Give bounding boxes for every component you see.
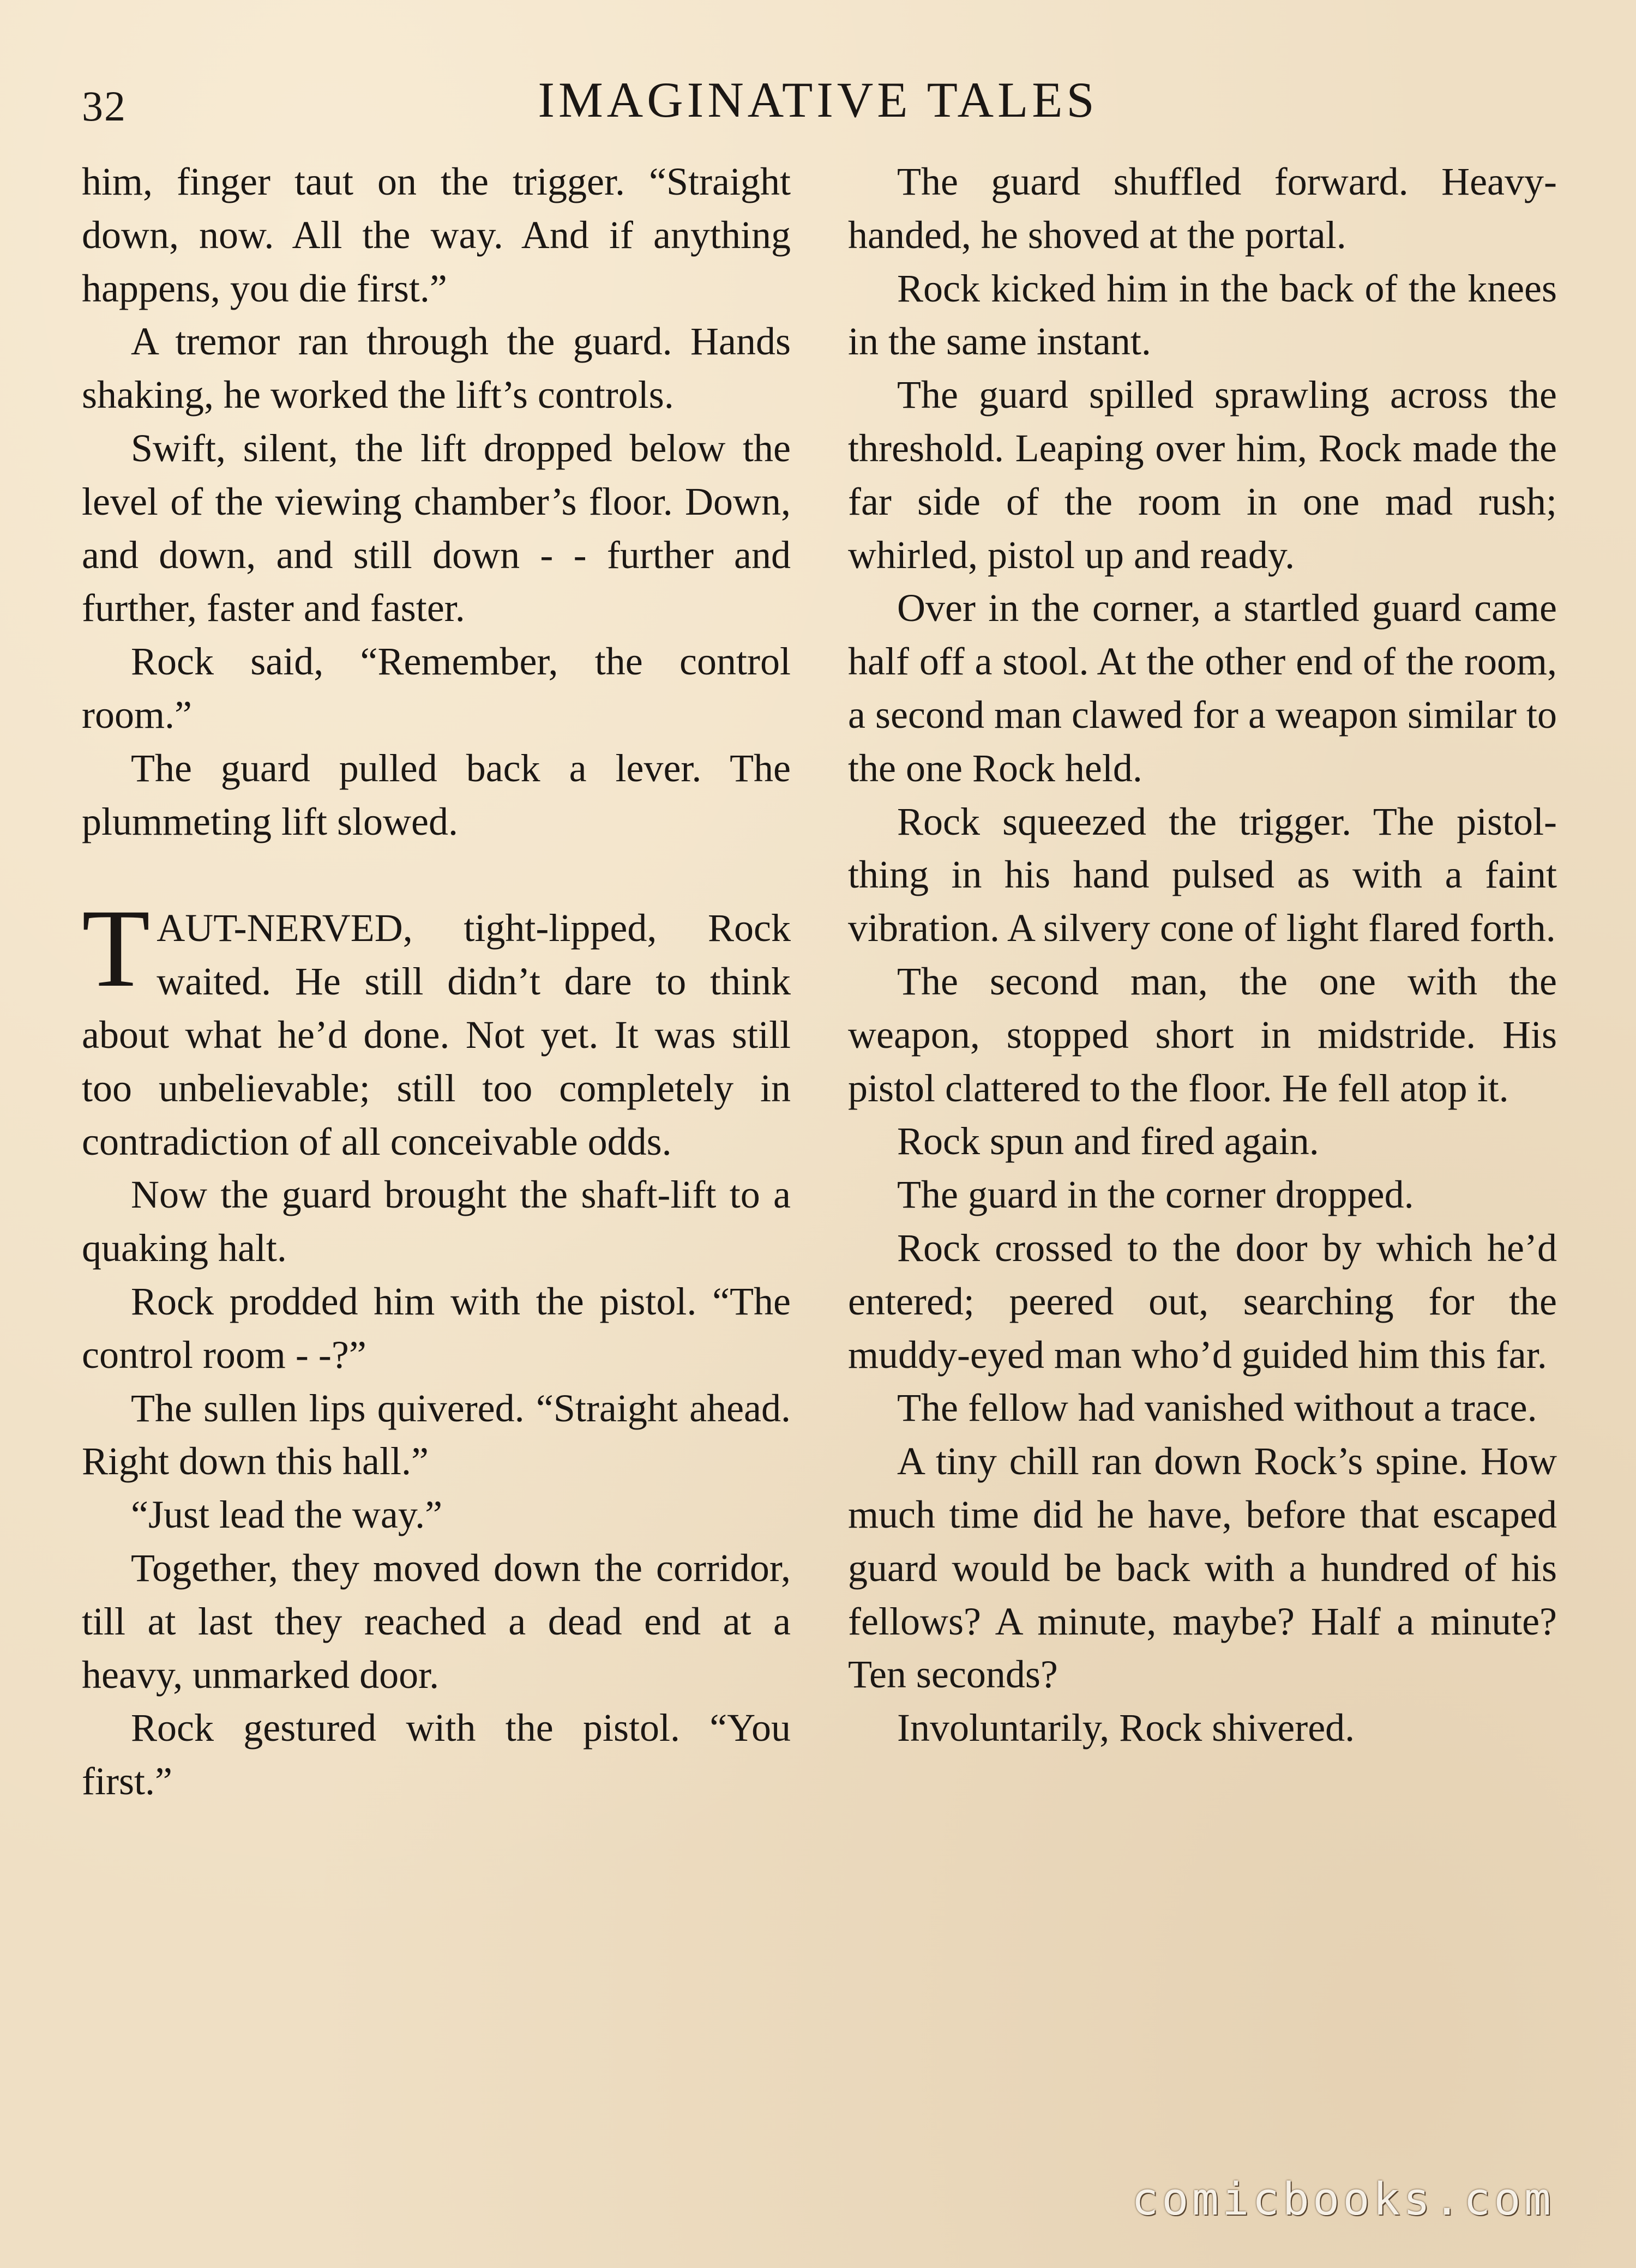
paragraph: Involuntarily, Rock shivered. bbox=[897, 1706, 1355, 1750]
page-number: 32 bbox=[82, 82, 127, 130]
paragraph: A tremor ran through the guard. Hands shaking, he worked the lift’s controls. bbox=[82, 319, 791, 417]
paragraph: The sullen lips quivered. “Straight ahead. Right down this hall.” bbox=[82, 1386, 791, 1483]
paragraph-text: AUT-NERVED, tight-lipped, Rock waited. He still didn’t dare to think about what he’d done. Not yet. It was still too unbelievable; still too completely in contradiction of all conceivable odds. bbox=[82, 906, 791, 1163]
section-start-paragraph bbox=[82, 886, 791, 1168]
paragraph: The second man, the one with the weapon, stopped short in midstride. His pistol clattered to the floor. He fell atop it. bbox=[848, 959, 1557, 1110]
paragraph: The guard in the corner dropped. bbox=[897, 1173, 1414, 1217]
paragraph: Rock crossed to the door by which he’d entered; peered out, searching for the muddy-eyed man who’d guided him this far. bbox=[848, 1226, 1557, 1377]
paragraph: Rock spun and fired again. bbox=[897, 1119, 1319, 1163]
paragraph: Over in the corner, a startled guard came half off a stool. At the other end of the room, a second man clawed for a weapon similar to the one Rock held. bbox=[848, 586, 1557, 790]
paragraph: Rock squeezed the trigger. The pistol-thing in his hand pulsed as with a faint vibration. A silvery cone of light flared forth. bbox=[848, 799, 1557, 950]
running-title: IMAGINATIVE TALES bbox=[538, 72, 1098, 128]
paragraph: Rock said, “Remember, the control room.” bbox=[82, 640, 791, 737]
right-column bbox=[848, 155, 1557, 1755]
paragraph: Rock kicked him in the back of the knees in the same instant. bbox=[848, 266, 1557, 364]
watermark: comicbooks.com bbox=[1131, 2174, 1554, 2225]
paragraph: The guard spilled sprawling across the threshold. Leaping over him, Rock made the far side of the room in one mad rush; whirled, pistol up and ready. bbox=[848, 373, 1557, 577]
paragraph: Together, they moved down the corridor, till at last they reached a dead end at a heavy, unmarked door. bbox=[82, 1546, 791, 1697]
paragraph: The guard shuffled forward. Heavy-handed, he shoved at the portal. bbox=[848, 160, 1557, 257]
paragraph: Now the guard brought the shaft-lift to a quaking halt. bbox=[82, 1173, 791, 1270]
drop-cap: T bbox=[82, 886, 151, 1011]
paragraph: The guard pulled back a lever. The plummeting lift slowed. bbox=[82, 746, 791, 843]
paragraph: Rock gestured with the pistol. “You first.” bbox=[82, 1706, 791, 1803]
paragraph: The fellow had vanished without a trace. bbox=[897, 1386, 1537, 1430]
paragraph: him, finger taut on the trigger. “Straight down, now. All the way. And if anything happens, you die first.” bbox=[82, 160, 791, 310]
left-column bbox=[82, 155, 791, 1808]
paragraph: Swift, silent, the lift dropped below the level of the viewing chamber’s floor. Down, and down, and still down - - further and further, faster and faster. bbox=[82, 426, 791, 630]
paragraph: “Just lead the way.” bbox=[131, 1493, 443, 1537]
paragraph: A tiny chill ran down Rock’s spine. How much time did he have, before that escaped guard would be back with a hundred of his fellows? A minute, maybe? Half a minute? Ten seconds? bbox=[848, 1439, 1557, 1697]
page-header bbox=[0, 71, 1636, 131]
paragraph: Rock prodded him with the pistol. “The control room - -?” bbox=[82, 1279, 791, 1377]
